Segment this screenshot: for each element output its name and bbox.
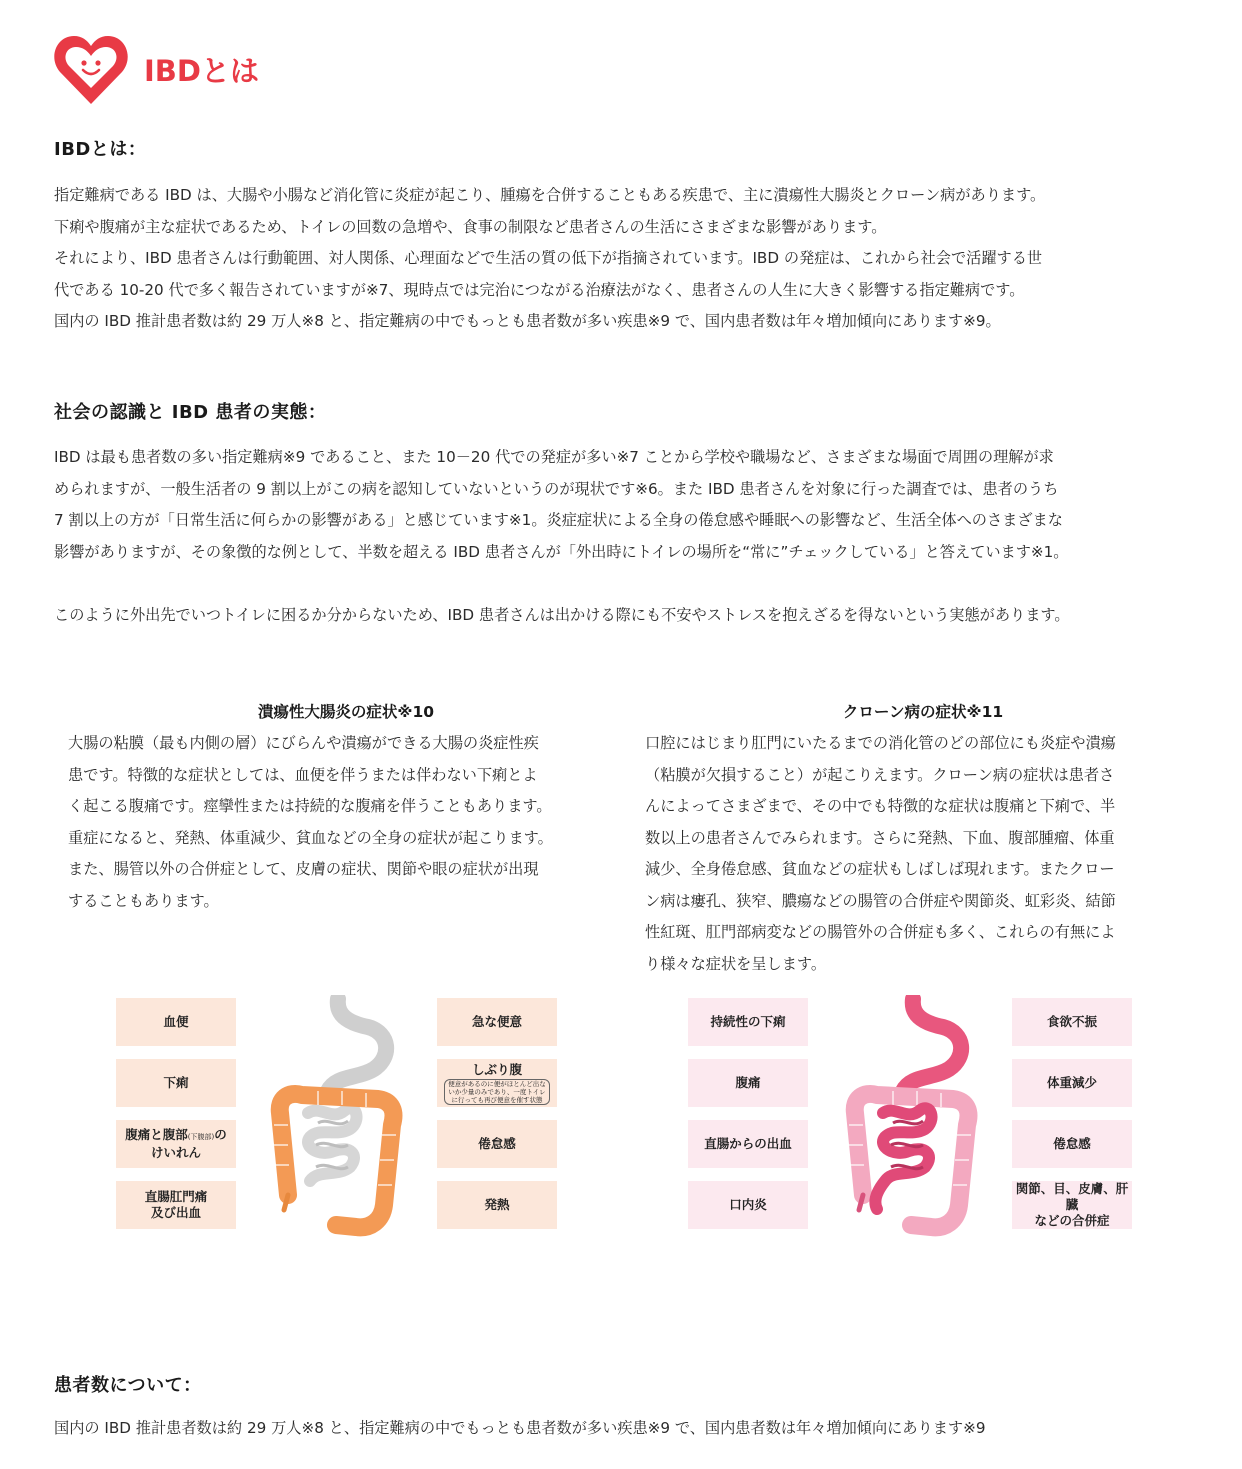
text-line: く起こる腹痛です。痙攣性または持続的な腹痛を伴うこともあります。 xyxy=(68,797,552,815)
heart-face-icon xyxy=(52,30,130,108)
section-title-awareness: 社会の認識と IBD 患者の実態： xyxy=(54,402,327,423)
text-line: 国内の IBD 推計患者数は約 29 万人※8 と、指定難病の中でもっとも患者数が多い疾患※9 で、国内患者数は年々増加傾向にあります※9。 xyxy=(54,312,1001,330)
text-line: ン病は瘻孔、狭窄、膿瘍などの腸管の合併症や関節炎、虹彩炎、結節 xyxy=(645,891,1116,910)
text-line: （粘膜が欠損すること）が起こりえます。クローン病の症状は患者さ xyxy=(645,765,1115,784)
tenesmus-note: 便意があるのに便がほとんど出な いか少量のみであり、一度トイレ に行っても再び便意を催す状態 xyxy=(444,1079,550,1105)
text-line: り様々な症状を呈します。 xyxy=(645,954,827,973)
uc-symptom-bloody-stool: 血便 xyxy=(116,998,236,1046)
text-line: 患です。特徴的な症状としては、血便を伴うまたは伴わない下痢とよ xyxy=(68,765,538,784)
page-header xyxy=(52,30,259,108)
uc-symptom-tenesmus: しぶり腹 便意があるのに便がほとんど出な いか少量のみであり、一度トイレ に行っても再び便意を催す状態 xyxy=(437,1059,557,1107)
uc-symptom-abdominal-pain: 腹痛と腹部(下腹部)の けいれん xyxy=(116,1120,236,1168)
section-body-awareness xyxy=(54,442,1204,568)
cd-title: クローン病の症状※11 xyxy=(842,703,1004,721)
text-line: また、腸管以外の合併症として、皮膚の症状、関節や眼の症状が出現 xyxy=(68,860,539,878)
uc-title: 潰瘍性大腸炎の症状※10 xyxy=(257,703,435,721)
text-line: んによってさまざまで、その中でも特徴的な症状は腹痛と下痢で、半 xyxy=(645,797,1116,815)
text-line: それにより、IBD 患者さんは行動範囲、対人関係、心理面などで生活の質の低下が指摘されています。IBD の発症は、これから社会で活躍する世 xyxy=(54,249,1043,267)
text-line: められますが、一般生活者の 9 割以上がこの病を認知していないというのが現状です※6。また IBD 患者さんを対象に行った調査では、患者のうち xyxy=(54,479,1059,498)
cd-symptom-complications: 関節、目、皮膚、肝臓 などの合併症 xyxy=(1012,1181,1132,1229)
uc-intestine-illustration xyxy=(258,995,408,1240)
text-line: 重症になると、発熱、体重減少、貧血などの全身の症状が起こります。 xyxy=(68,828,553,847)
text-line: IBD は最も患者数の多い指定難病※9 であること、また 10－20 代での発症が多い※7 ことから学校や職場など、さまざまな場面で周囲の理解が求 xyxy=(54,448,1054,466)
uc-symptom-fatigue: 倦怠感 xyxy=(437,1120,557,1168)
uc-symptom-rectal-pain: 直腸肛門痛 及び出血 xyxy=(116,1181,236,1229)
cd-symptom-appetite-loss: 食欲不振 xyxy=(1012,998,1132,1046)
text-line: することもあります。 xyxy=(68,891,219,910)
text-line: 性紅斑、肛門部病変などの腸管外の合併症も多く、これらの有無によ xyxy=(645,923,1116,941)
cd-symptom-rectal-bleeding: 直腸からの出血 xyxy=(688,1120,808,1168)
uc-description xyxy=(68,728,553,917)
cd-symptom-fatigue: 倦怠感 xyxy=(1012,1120,1132,1168)
cd-symptom-abdominal-pain: 腹痛 xyxy=(688,1059,808,1107)
text-line: 指定難病である IBD は、大腸や小腸など消化管に炎症が起こり、腫瘍を合併することもある疾患で、主に潰瘍性大腸炎とクローン病があります。 xyxy=(54,186,1046,204)
section-title-patients: 患者数について： xyxy=(54,1375,202,1396)
cd-description xyxy=(645,728,1116,980)
text-line: 下痢や腹痛が主な症状であるため、トイレの回数の急増や、食事の制限など患者さんの生活にさまざまな影響があります。 xyxy=(54,217,887,236)
text-line: 影響がありますが、その象徴的な例として、半数を超える IBD 患者さんが「外出時にトイレの場所を“常に”チェックしている」と答えています※1。 xyxy=(54,542,1069,561)
text-line: 国内の IBD 推計患者数は約 29 万人※8 と、指定難病の中でもっとも患者数が多い疾患※9 で、国内患者数は年々増加傾向にあります※9 xyxy=(54,1419,986,1437)
section-title-ibd: IBDとは： xyxy=(54,139,147,160)
section-body-patients xyxy=(54,1413,1204,1445)
uc-symptom-urgency: 急な便意 xyxy=(437,998,557,1046)
cd-symptom-persistent-diarrhea: 持続性の下痢 xyxy=(688,998,808,1046)
cd-symptom-stomatitis: 口内炎 xyxy=(688,1181,808,1229)
text-line: このように外出先でいつトイレに困るか分からないため、IBD 患者さんは出かける際にも不安やストレスを抱えざるを得ないという実態があります。 xyxy=(54,606,1070,624)
uc-symptom-diarrhea: 下痢 xyxy=(116,1059,236,1107)
cd-intestine-illustration xyxy=(833,995,983,1240)
text-line: 数以上の患者さんでみられます。さらに発熱、下血、腹部腫瘤、体重 xyxy=(645,828,1115,847)
brand-title: IBDとは xyxy=(144,53,259,88)
text-line: 7 割以上の方が「日常生活に何らかの影響がある」と感じています※1。炎症症状による全身の倦怠感や睡眠への影響など、生活全体へのさまざまな xyxy=(54,511,1063,529)
text-line: 減少、全身倦怠感、貧血などの症状もしばしば現れます。またクロー xyxy=(645,860,1115,878)
section-closing-awareness xyxy=(54,600,1204,632)
text-line: 口腔にはじまり肛門にいたるまでの消化管のどの部位にも炎症や潰瘍 xyxy=(645,734,1116,752)
text-line: 大腸の粘膜（最も内側の層）にびらんや潰瘍ができる大腸の炎症性疾 xyxy=(68,734,539,752)
section-body-ibd xyxy=(54,180,1204,338)
cd-symptom-weight-loss: 体重減少 xyxy=(1012,1059,1132,1107)
uc-symptom-fever: 発熱 xyxy=(437,1181,557,1229)
text-line: 代である 10-20 代で多く報告されていますが※7、現時点では完治につながる治療法がなく、患者さんの人生に大きく影響する指定難病です。 xyxy=(54,280,1025,299)
